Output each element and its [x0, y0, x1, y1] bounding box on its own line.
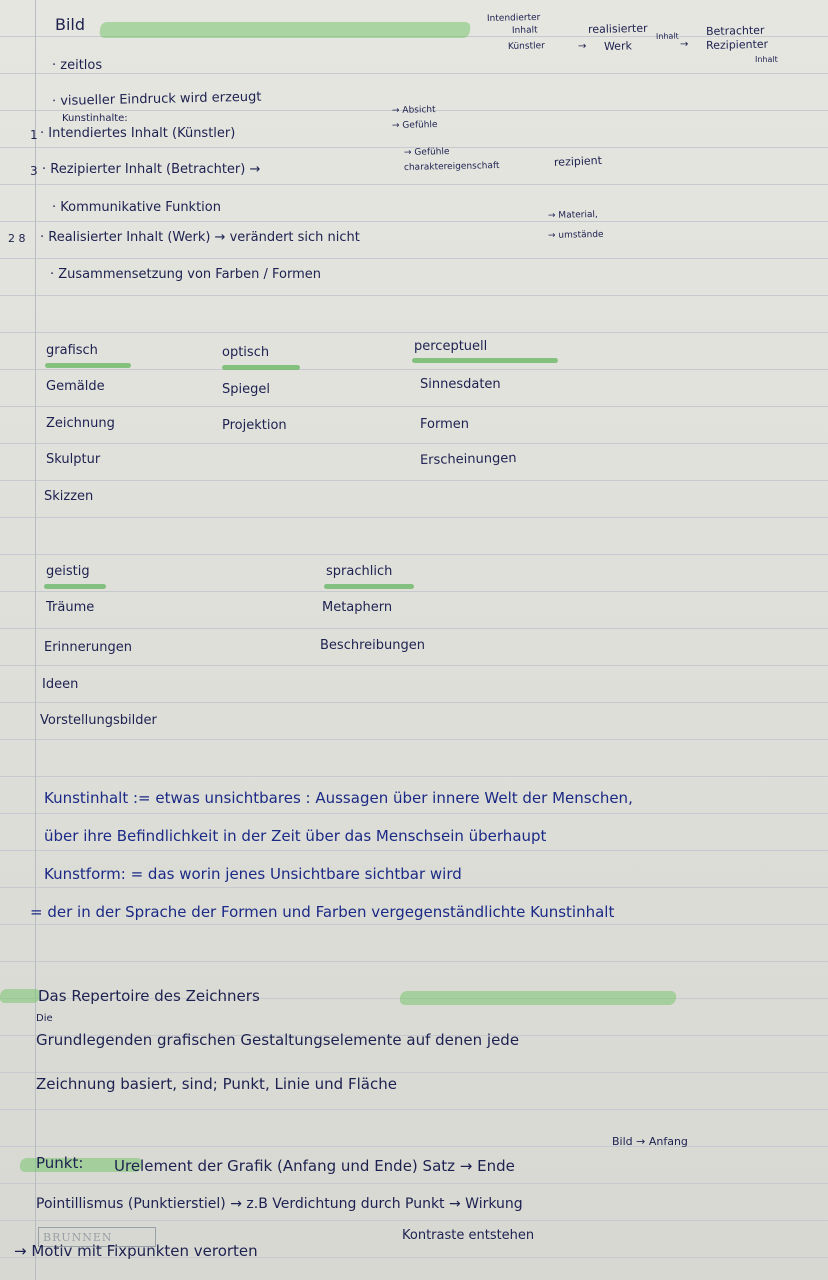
- underline-optisch: [222, 365, 300, 370]
- note-charakter: charaktereigenschaft: [403, 160, 500, 173]
- note-kunstinhalte: Kunstinhalte:: [62, 113, 128, 124]
- diagram-arrow-2: →: [680, 39, 689, 50]
- category-item: Zeichnung: [46, 416, 115, 431]
- diagram-betrachter: Betrachter: [705, 23, 765, 38]
- note-gefuhle-2: → Gefühle: [403, 147, 450, 158]
- diagram-kunstler: Künstler: [507, 41, 545, 52]
- category-item: Gemälde: [46, 379, 105, 394]
- definition-line-3: Kunstform: = das worin jenes Unsichtbare sichtbar wird: [44, 865, 462, 883]
- punkt-line-2: Pointillismus (Punktierstiel) → z.B Verdichtung durch Punkt → Wirkung: [36, 1196, 523, 1212]
- definition-line-1: Kunstinhalt := etwas unsichtbares : Aussagen über innere Welt der Menschen,: [44, 789, 633, 807]
- category-heading-sprachlich: sprachlich: [326, 564, 393, 579]
- repertoire-line-2: Zeichnung basiert, sind; Punkt, Linie und Fläche: [36, 1075, 397, 1093]
- category-item: Sinnesdaten: [420, 377, 501, 392]
- punkt-line-1: Urelement der Grafik (Anfang und Ende) Satz → Ende: [114, 1157, 515, 1175]
- category-heading-geistig: geistig: [46, 564, 90, 579]
- category-item: Ideen: [42, 677, 79, 692]
- punkt-kontraste: Kontraste entstehen: [402, 1228, 535, 1243]
- repertoire-highlight-left: [0, 989, 41, 1003]
- category-item: Projektion: [222, 418, 287, 433]
- definition-line-4: = der in der Sprache der Formen und Farben vergegenständlichte Kunstinhalt: [30, 903, 615, 921]
- note-intendierter: · Intendiertes Inhalt (Künstler): [40, 126, 236, 141]
- note-kommunikative: · Kommunikative Funktion: [52, 200, 221, 215]
- punkt-bild-anfang: Bild → Anfang: [612, 1135, 688, 1148]
- note-rezipierter: · Rezipierter Inhalt (Betrachter) →: [42, 162, 261, 177]
- diagram-intendierter: Intendierter: [486, 12, 541, 24]
- note-gefuhle-1: → Gefühle: [391, 120, 438, 131]
- punkt-line-3: → Motiv mit Fixpunkten verorten: [14, 1242, 258, 1260]
- underline-sprachlich: [324, 584, 414, 589]
- underline-grafisch: [45, 363, 131, 368]
- category-item: Skizzen: [44, 489, 94, 504]
- category-item: Skulptur: [46, 452, 101, 467]
- diagram-inhalt-1: Inhalt: [511, 25, 538, 36]
- category-heading-grafisch: grafisch: [46, 343, 98, 358]
- category-item: Vorstellungsbilder: [40, 713, 157, 728]
- note-num-1: 1: [30, 128, 38, 142]
- note-visueller: · visueller Eindruck wird erzeugt: [51, 89, 262, 109]
- note-realisierter: · Realisierter Inhalt (Werk) → verändert sich nicht: [40, 230, 360, 245]
- category-item: Erinnerungen: [44, 640, 132, 655]
- diagram-werk: Werk: [603, 39, 633, 53]
- category-item: Erscheinungen: [419, 450, 517, 468]
- repertoire-line-1: Grundlegenden grafischen Gestaltungselemente auf denen jede: [36, 1031, 520, 1049]
- category-item: Träume: [46, 600, 95, 615]
- diagram-realisierter: realisierter: [587, 21, 648, 36]
- note-material: → Material,: [547, 209, 598, 221]
- definition-line-2: über ihre Befindlichkeit in der Zeit über das Menschsein überhaupt: [44, 827, 547, 845]
- category-item: Formen: [420, 417, 469, 432]
- diagram-inhalt-2: Inhalt: [655, 31, 679, 41]
- note-umstande: → umstände: [547, 229, 604, 241]
- note-zusammensetzung: · Zusammensetzung von Farben / Formen: [50, 267, 322, 282]
- category-item: Metaphern: [322, 600, 393, 615]
- category-heading-perceptuell: perceptuell: [414, 339, 488, 354]
- title-highlight: [99, 22, 471, 38]
- underline-geistig: [44, 584, 106, 589]
- diagram-arrow-1: →: [578, 41, 587, 52]
- category-heading-optisch: optisch: [222, 345, 270, 360]
- underline-perceptuell: [412, 358, 558, 363]
- brunnen-stamp: BRUNNEN: [38, 1227, 156, 1247]
- category-item: Spiegel: [222, 382, 270, 397]
- diagram-inhalt-3: Inhalt: [755, 55, 778, 64]
- page-title: Bild: [55, 15, 86, 34]
- note-num-3: 3: [30, 164, 38, 178]
- note-absicht: → Absicht: [391, 105, 436, 116]
- diagram-rezipienter: Rezipienter: [705, 37, 769, 52]
- note-rezipient: rezipient: [553, 153, 603, 169]
- repertoire-die: Die: [36, 1013, 53, 1024]
- note-zeitlos: · zeitlos: [52, 58, 103, 73]
- punkt-label: Punkt:: [36, 1154, 84, 1172]
- note-num-2: 2 8: [8, 232, 26, 245]
- repertoire-highlight-right: [399, 991, 677, 1005]
- repertoire-title: Das Repertoire des Zeichners: [38, 987, 260, 1005]
- category-item: Beschreibungen: [320, 638, 425, 653]
